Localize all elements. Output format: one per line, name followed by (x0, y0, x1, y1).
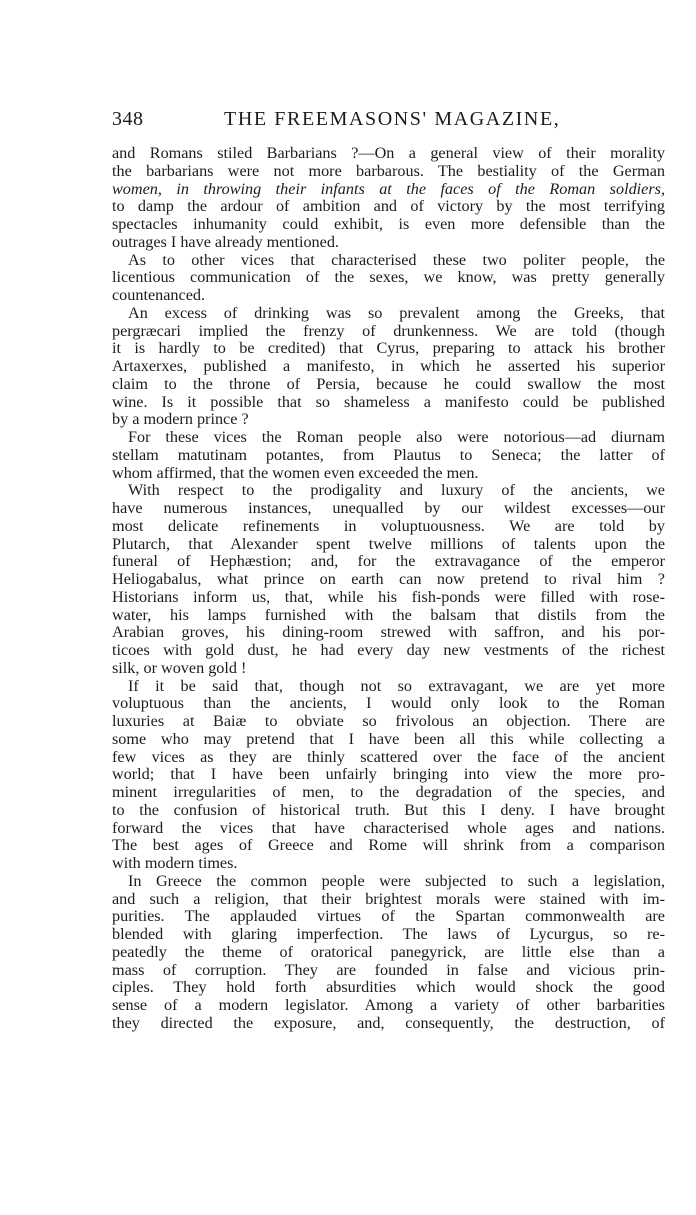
text-line: Arabian groves, his dining-room strewed with saffron, and his por- (112, 623, 665, 642)
text-line: luxuries at Baiæ to obviate so frivolous an objection. There are (112, 712, 665, 730)
text-line: have numerous instances, unequalled by our wildest excesses—our (112, 499, 665, 517)
text-line: Heliogabalus, what prince on earth can now pretend to rival him ? (112, 570, 665, 588)
text-line: ciples. They hold forth absurdities which would shock the good (112, 978, 665, 997)
text-line: water, his lamps furnished with the balsam that distils from the (112, 605, 665, 624)
text-line: With respect to the prodigality and luxury of the ancients, we (128, 481, 665, 500)
text-line: with modern times. (112, 854, 238, 872)
text-line: the barbarians were not more barbarous. The bestiality of the German (112, 161, 665, 180)
text-line: If it be said that, though not so extravagant, we are yet more (128, 676, 665, 695)
text-line: For these vices the Roman people also were notorious—ad diurnam (128, 428, 665, 446)
text-line: licentious communication of the sexes, we know, was pretty generally (112, 268, 665, 287)
text-line: some who may pretend that I have been all this while collecting a (112, 729, 665, 748)
text-line: mass of corruption. They are founded in false and vicious prin- (112, 960, 665, 979)
text-line: blended with glaring imperfection. The laws of Lycurgus, so re- (112, 925, 665, 943)
text-line: whom affirmed, that the women even exceeded the men. (112, 463, 479, 482)
text-line: minent irregularities of men, to the degradation of the species, and (112, 783, 665, 801)
running-title: THE FREEMASONS' MAGAZINE, (224, 108, 561, 130)
body-text (112, 145, 665, 1033)
text-line: funeral of Hephæstion; and, for the extravagance of the emperor (112, 552, 665, 571)
text-line: sense of a modern legislator. Among a variety of other barbarities (112, 996, 665, 1014)
text-line: Plutarch, that Alexander spent twelve millions of talents upon the (112, 534, 665, 553)
text-line: forward the vices that have characterised whole ages and nations. (112, 818, 665, 837)
text-line: The best ages of Greece and Rome will shrink from a comparison (112, 836, 665, 855)
text-line: it is hardly to be credited) that Cyrus, preparing to attack his brother (112, 339, 665, 358)
text-line: to damp the ardour of ambition and of victory by the most terrifying (112, 197, 665, 216)
page-number: 348 (112, 108, 144, 130)
text-line: countenanced. (112, 286, 206, 304)
text-line: pergræcari implied the frenzy of drunkenness. We are told (though (112, 321, 665, 340)
text-line: voluptuous than the ancients, I would only look to the Roman (112, 694, 665, 713)
text-line: and such a religion, that their brightest morals were stained with im- (112, 889, 665, 908)
page-header (112, 108, 672, 138)
text-line: few vices as they are thinly scattered over the face of the ancient (112, 747, 665, 766)
text-line: ticoes with gold dust, he had every day new vestments of the richest (112, 641, 665, 659)
text-line: spectacles inhumanity could exhibit, is even more defensible than the (112, 215, 665, 233)
text-line: by a modern prince ? (112, 410, 249, 429)
text-line: they directed the exposure, and, consequently, the destruction, of (112, 1013, 665, 1032)
text-line: peatedly the theme of oratorical panegyrick, are little else than a (112, 942, 665, 961)
text-line: stellam matutinam potantes, from Plautus to Seneca; the latter of (112, 445, 665, 464)
text-line: and Romans stiled Barbarians ?—On a general view of their morality (112, 144, 665, 162)
text-line: outrages I have already mentioned. (112, 232, 339, 251)
text-line: An excess of drinking was so prevalent among the Greeks, that (128, 303, 665, 322)
text-line: world; that I have been unfairly bringing into view the more pro- (112, 765, 665, 784)
text-line: most delicate refinements in voluptuousness. We are told by (112, 516, 665, 535)
text-line: In Greece the common people were subjected to such a legislation, (128, 871, 665, 890)
text-line: silk, or woven gold ! (112, 658, 247, 677)
text-line: purities. The applauded virtues of the Spartan commonwealth are (112, 907, 665, 926)
text-line: Historians inform us, that, while his fish-ponds were filled with rose- (112, 587, 665, 606)
text-line: As to other vices that characterised these two politer people, the (128, 250, 665, 269)
text-line: wine. Is it possible that so shameless a manifesto could be published (112, 392, 665, 411)
text-line: Artaxerxes, published a manifesto, in which he asserted his superior (112, 357, 665, 375)
text-line: to the confusion of historical truth. But this I deny. I have brought (112, 800, 665, 819)
text-line: claim to the throne of Persia, because he could swallow the most (112, 374, 665, 393)
text-line: women, in throwing their infants at the faces of the Roman soldiers, (112, 179, 665, 198)
